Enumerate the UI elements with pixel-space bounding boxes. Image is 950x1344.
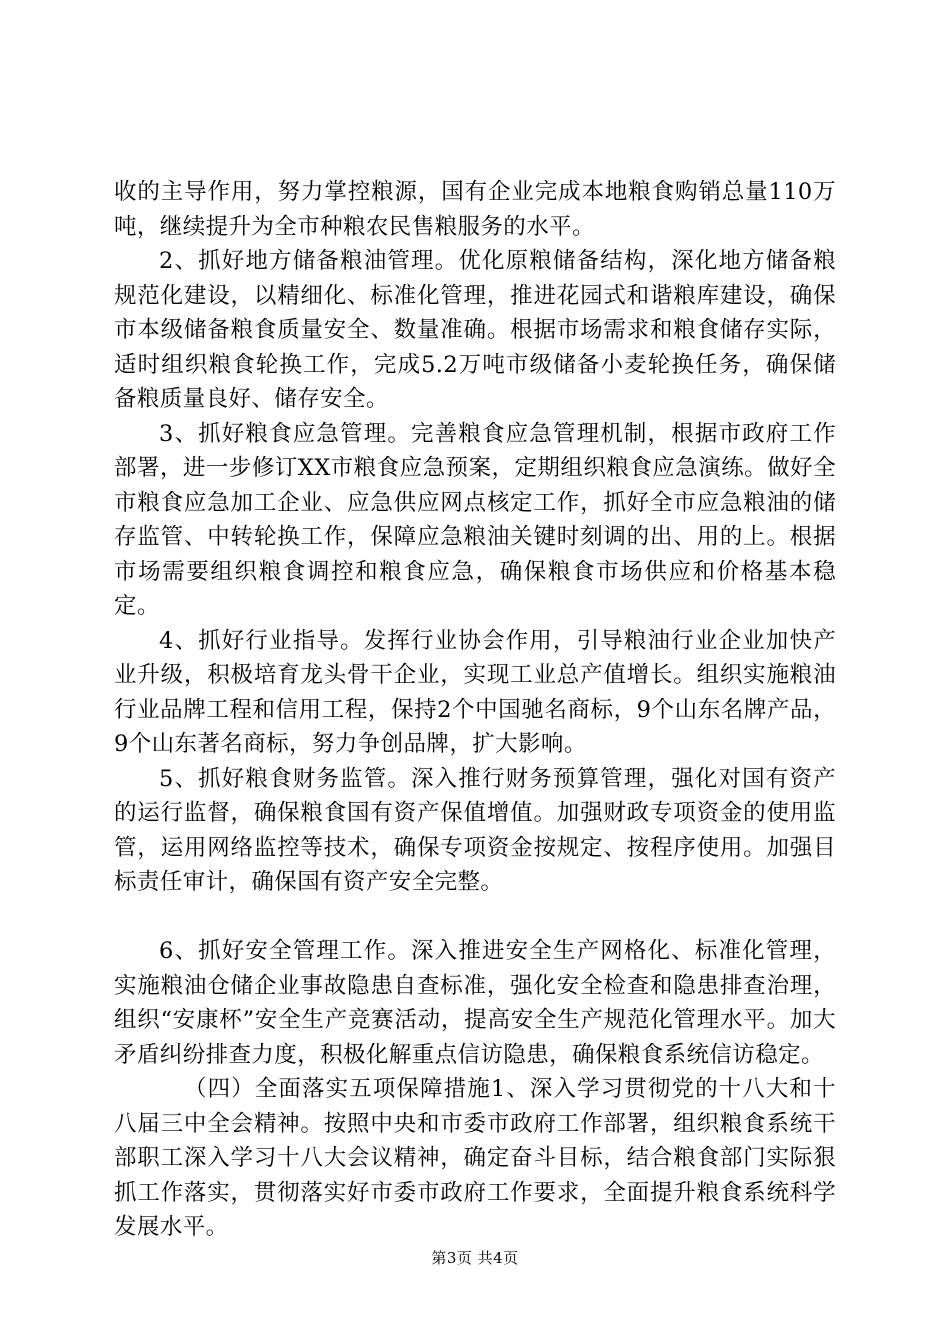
paragraph-item-4: 4、抓好行业指导。发挥行业协会作用，引导粮油行业企业加快产业升级，积极培育龙头骨干企业，实现工业总产值增长。组织实施粮油行业品牌工程和信用工程，保持2个中国驰名商标，9个山东名牌产品，9个山东著名商标，努力争创品牌，扩大影响。 xyxy=(114,627,836,757)
paragraph-item-2: 2、抓好地方储备粮油管理。优化原粮储备结构，深化地方储备粮规范化建设，以精细化、标准化管理，推进花园式和谐粮库建设，确保市本级储备粮食质量安全、数量准确。根据市场需求和粮食储存实际，适时组织粮食轮换工作，完成5.2万吨市级储备小麦轮换任务，确保储备粮质量良好、储存安全。 xyxy=(114,248,836,412)
page-footer: 第3页 共4页 xyxy=(431,1249,519,1267)
paragraph-section-4: （四）全面落实五项保障措施1、深入学习贯彻党的十八大和十八届三中全会精神。按照中央和市委市政府工作部署，组织粮食系统干部职工深入学习十八大会议精神，确定奋斗目标，结合粮食部门实际狠抓工作落实，贯彻落实好市委市政府工作要求，全面提升粮食系统科学发展水平。 xyxy=(114,1076,836,1240)
paragraph-item-5: 5、抓好粮食财务监管。深入推行财务预算管理，强化对国有资产的运行监督，确保粮食国有资产保值增值。加强财政专项资金的使用监管，运用网络监控等技术，确保专项资金按规定、按程序使用。加强目标责任审计，确保国有资产安全完整。 xyxy=(114,765,836,895)
document-body xyxy=(114,175,836,1245)
paragraph-item-3: 3、抓好粮食应急管理。完善粮食应急管理机制，根据市政府工作部署，进一步修订XX市粮食应急预案，定期组织粮食应急演练。做好全市粮食应急加工企业、应急供应网点核定工作，抓好全市应急粮油的储存监管、中转轮换工作，保障应急粮油关键时刻调的出、用的上。根据市场需要组织粮食调控和粮食应急，确保粮食市场供应和价格基本稳定。 xyxy=(114,420,836,619)
paragraph-continuation: 收的主导作用，努力掌控粮源，国有企业完成本地粮食购销总量110万吨，继续提升为全市种粮农民售粮服务的水平。 xyxy=(114,179,836,240)
paragraph-item-6: 6、抓好安全管理工作。深入推进安全生产网格化、标准化管理，实施粮油仓储企业事故隐患自查标准，强化安全检查和隐患排查治理，组织“安康杯”安全生产竞赛活动，提高安全生产规范化管理水平。加大矛盾纠纷排查力度，积极化解重点信访隐患，确保粮食系统信访稳定。 xyxy=(114,938,836,1068)
